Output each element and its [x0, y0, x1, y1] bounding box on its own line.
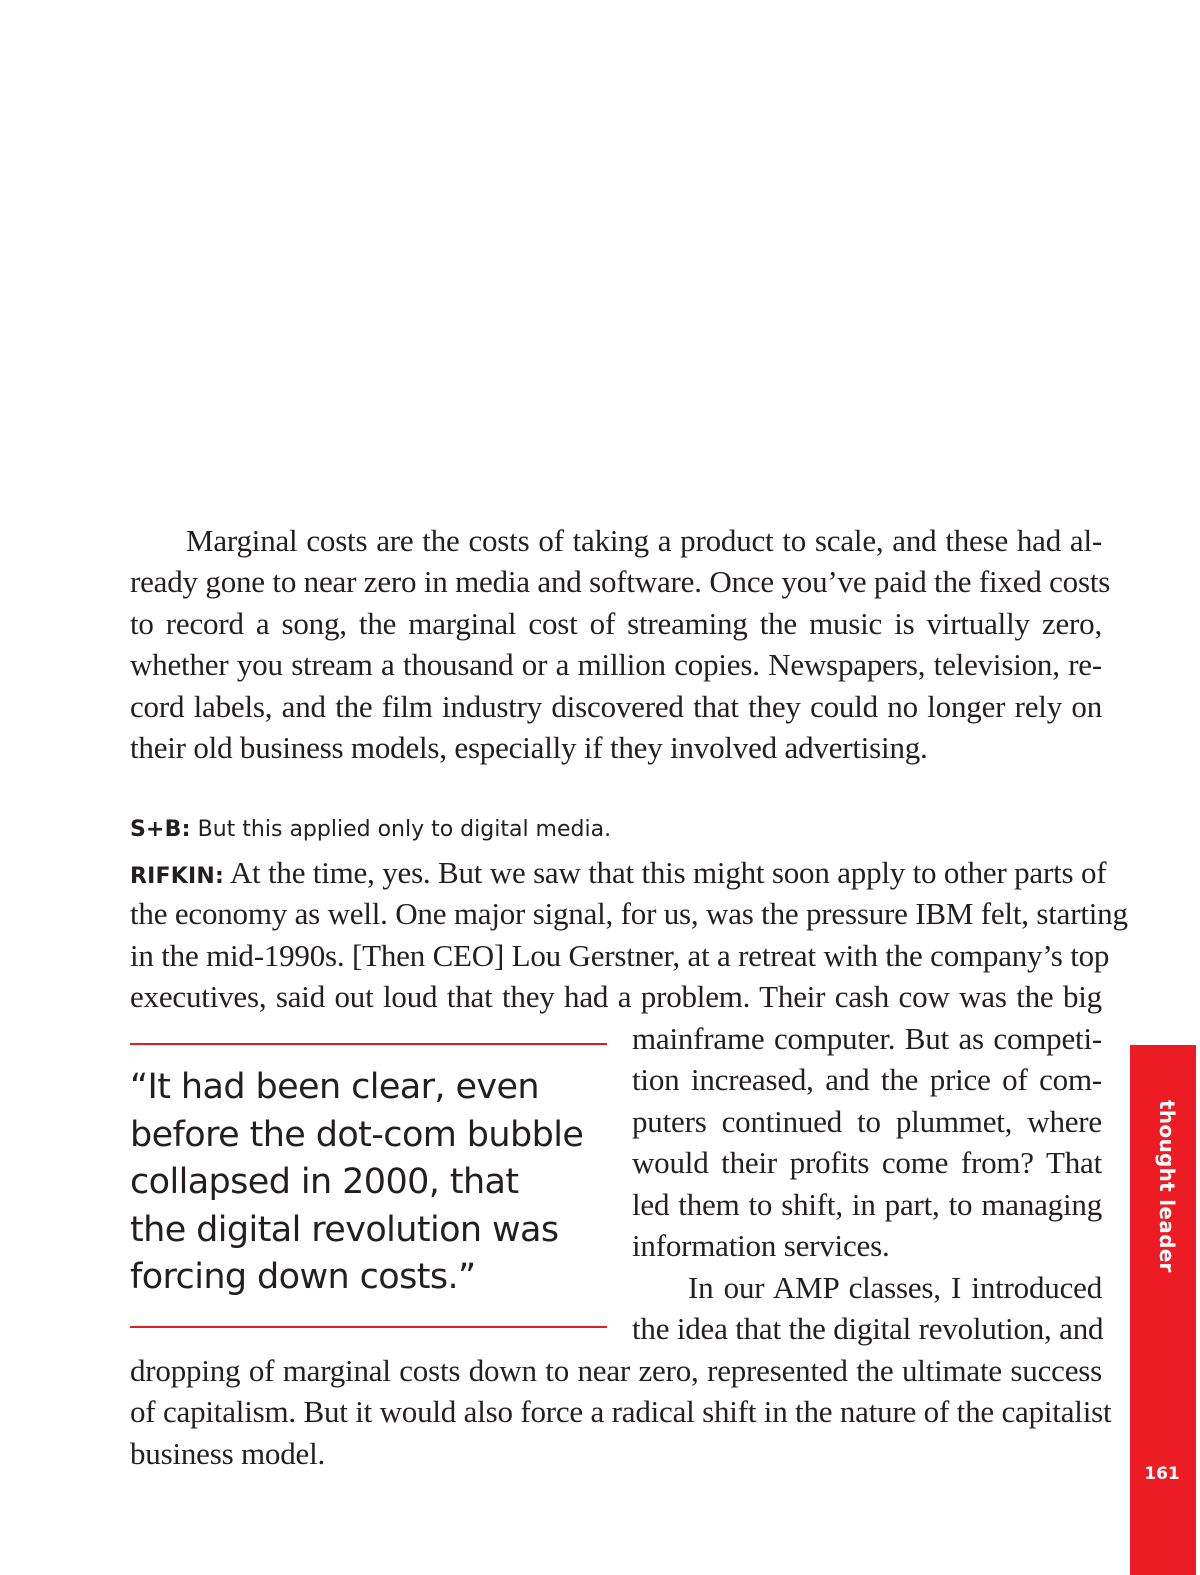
body-line: business model. — [130, 1436, 326, 1471]
pull-quote-line: collapsed in 2000, that — [130, 1162, 519, 1202]
answer-first-line — [130, 852, 1107, 894]
column-line: tion increased, and the price of com- — [632, 1062, 1102, 1097]
pull-quote-line: forcing down costs.” — [130, 1257, 476, 1297]
body-line: executives, said out loud that they had a problem. Their cash cow was the big — [130, 979, 1102, 1014]
pull-quote-line: “It had been clear, even — [130, 1067, 540, 1107]
question-text: But this applied only to digital media. — [190, 817, 612, 842]
interviewee-label: RIFKIN: — [130, 864, 224, 889]
body-line: dropping of marginal costs down to near zero, represented the ultimate success — [130, 1353, 1102, 1388]
body-line: of capitalism. But it would also force a radical shift in the nature of the capitalist — [130, 1394, 1112, 1429]
column-line: In our AMP classes, I introduced — [688, 1270, 1102, 1305]
body-line: in the mid-1990s. [Then CEO] Lou Gerstner, at a retreat with the company’s top — [130, 938, 1110, 973]
body-line: cord labels, and the film industry discovered that they could no longer rely on — [130, 689, 1102, 724]
pull-quote — [130, 1064, 600, 1302]
body-line: the economy as well. One major signal, for us, was the pressure IBM felt, starting — [130, 896, 1128, 931]
body-line: ready gone to near zero in media and software. Once you’ve paid the fixed costs — [130, 564, 1111, 599]
column-line: mainframe computer. But as competi- — [632, 1021, 1102, 1056]
column-line: the idea that the digital revolution, and — [632, 1311, 1104, 1346]
body-line: Marginal costs are the costs of taking a product to scale, and these had al- — [186, 523, 1102, 558]
section-label: thought leader — [1155, 1100, 1179, 1273]
pull-quote-line: before the dot-com bubble — [130, 1114, 584, 1155]
pull-quote-line: the digital revolution was — [130, 1209, 559, 1250]
column-line: led them to shift, in part, to managing — [632, 1187, 1102, 1222]
body-line: their old business models, especially if they involved advertising. — [130, 730, 928, 765]
pull-quote-top-rule — [130, 1043, 607, 1045]
column-line: puters continued to plummet, where — [632, 1104, 1102, 1139]
interview-question — [130, 812, 611, 848]
column-line: would their profits come from? That — [632, 1145, 1102, 1180]
body-line: whether you stream a thousand or a million copies. Newspapers, television, re- — [130, 647, 1102, 682]
page-number: 161 — [1144, 1464, 1180, 1484]
body-line: to record a song, the marginal cost of streaming the music is virtually zero, — [130, 606, 1102, 641]
column-line: information services. — [632, 1228, 890, 1263]
interviewer-label: S+B: — [130, 817, 191, 842]
pull-quote-bottom-rule — [130, 1326, 607, 1328]
answer-text: At the time, yes. But we saw that this might soon apply to other parts of — [224, 855, 1107, 890]
